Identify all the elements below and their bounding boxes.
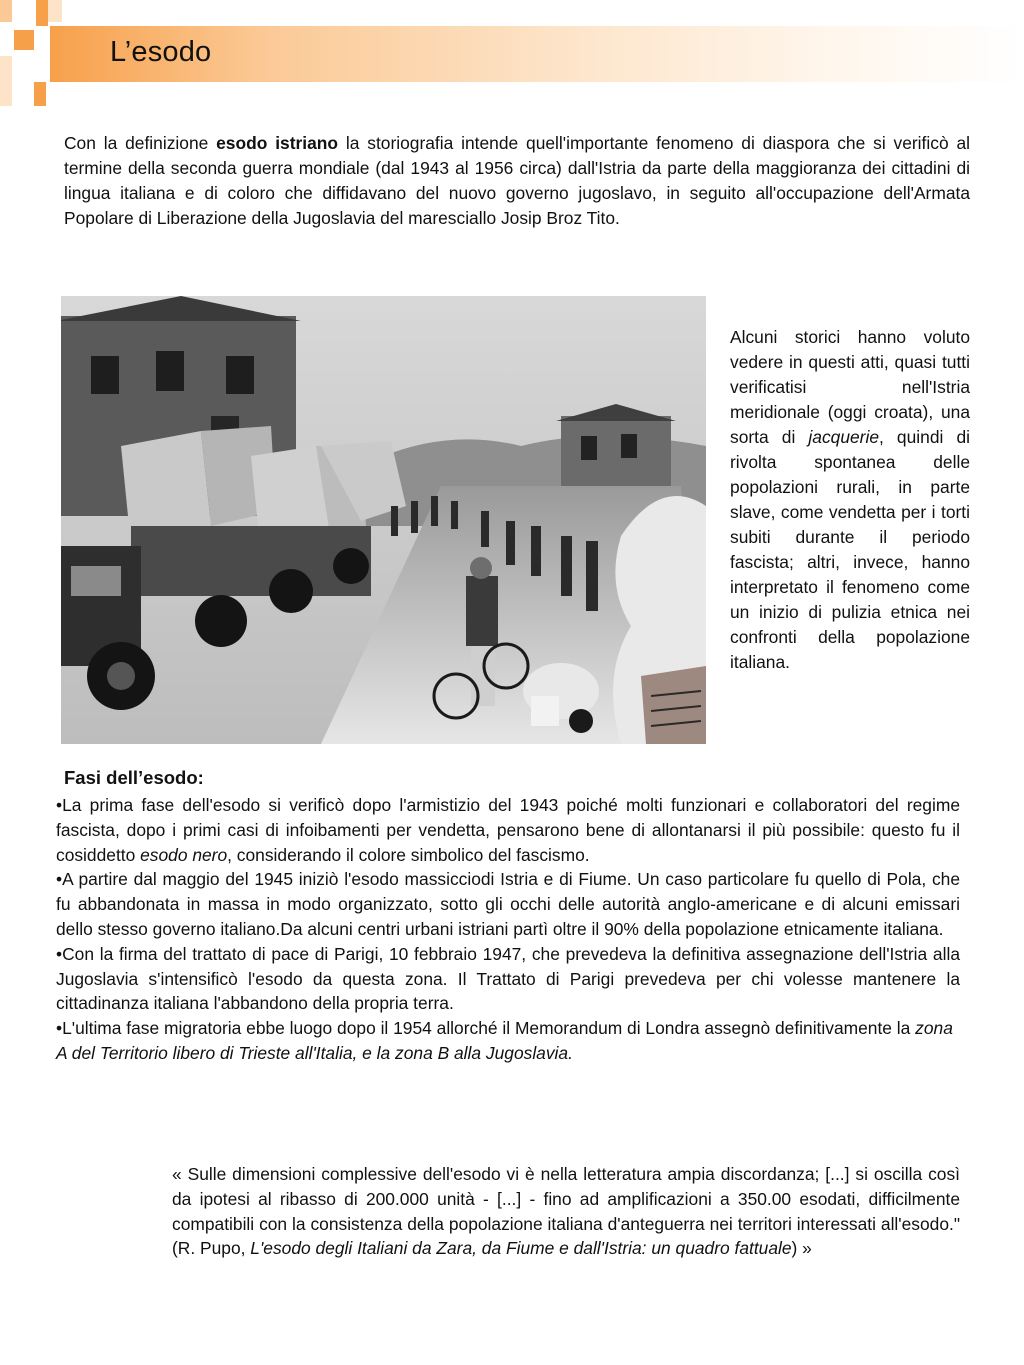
sidebar-text-start: Alcuni storici hanno voluto vedere in questi atti, quasi tutti verificatisi nell'Istria meridionale (oggi croata), una sorta di (730, 327, 970, 447)
sidebar-paragraph (730, 325, 970, 675)
list-item (56, 793, 960, 867)
list-item: •Con la firma del trattato di pace di Parigi, 10 febbraio 1947, che prevedeva la definitiva assegnazione dell'Istria alla Jugoslavia s'intensificò l'esodo da questa zona. Il Trattato di Parigi prevedeva per chi volesse mantenere la cittadinanza italiana l'abbandono della propria terra. (56, 943, 960, 1014)
quote-text: « Sulle dimensioni complessive dell'esodo vi è nella letteratura ampia discordanza; [...] si oscilla così da ipotesi al ribasso di 200.000 unità - [...] - fino ad amplificazioni a 350.00 esodati, difficilmente compatibili con la consistenza della popolazione italiana d'anteguerra nei territori interessati all'esodo." (R. Pupo, (172, 1164, 960, 1259)
header-square-6 (48, 0, 62, 22)
quote-close: ) » (791, 1238, 812, 1259)
phase-4-text: •L'ultima fase migratoria ebbe luogo dopo il 1954 allorché il Memorandum di Londra assegnò definitivamente la (56, 1018, 916, 1039)
phase-4-italic: zona A del Territorio libero di Trieste all'Italia, e la zona B alla Jugoslavia. (56, 1018, 953, 1063)
intro-paragraph (64, 131, 970, 231)
header-square-5 (34, 82, 46, 106)
quote-block (172, 1162, 960, 1261)
header-square-4 (0, 56, 12, 106)
phase-1-text: •La prima fase dell'esodo si verificò dopo l'armistizio del 1943 poiché molti funzionari e collaboratori del regime fascista, dopo i primi casi di infoibamenti per vendetta, pensarono bene di allontanarsi il più possibile: questo fu il cosiddetto (56, 795, 960, 865)
quote-source-title: L'esodo degli Italiani da Zara, da Fiume e dall'Istria: un quadro fattuale (250, 1238, 792, 1259)
intro-text-start: Con la definizione (64, 133, 217, 153)
sidebar-text-rest: , quindi di rivolta spontanea delle popolazioni rurali, in parte slave, come vendetta per i torti subiti durante il periodo fascista; altri, invece, hanno interpretato il fenomeno come un inizio di pulizia etnica nei confronti della popolazione italiana. (730, 427, 970, 672)
header-square-1 (0, 0, 12, 22)
black-and-white-exodus-photo-icon (61, 296, 706, 744)
section-heading: Fasi dell’esodo: (64, 767, 204, 788)
intro-term-bold: esodo istriano (216, 133, 339, 153)
phase-1-italic: esodo nero (140, 844, 228, 865)
header-square-2 (14, 30, 34, 50)
sidebar-italic-term: jacquerie (808, 427, 879, 447)
page-title: L’esodo (110, 36, 212, 68)
list-item (56, 1016, 960, 1066)
header-square-3 (36, 0, 48, 26)
phase-1-text-rest: , considerando il colore simbolico del fascismo. (227, 844, 590, 865)
list-item: •A partire dal maggio del 1945 iniziò l'esodo massicciodi Istria e di Fiume. Un caso particolare fu quello di Pola, che fu abbandonata in massa in modo organizzato, sotto gli occhi delle autorità anglo-americane e di alcuni emissari dello stesso governo italiano.Da alcuni centri urbani istriani partì oltre il 90% della popolazione etnicamente italiana. (56, 869, 960, 939)
phases-list (56, 793, 960, 1066)
intro-text-rest: la storiografia intende quell'importante fenomeno di diaspora che si verificò al termine della seconda guerra mondiale (dal 1943 al 1956 circa) dall'Istria da parte della maggioranza dei cittadini di lingua italiana e di coloro che diffidavano del nuovo governo jugoslavo, in seguito all'occupazione dell'Armata Popolare di Liberazione della Jugoslavia del maresciallo Josip Broz Tito. (64, 133, 970, 228)
exodus-photo (61, 296, 706, 744)
